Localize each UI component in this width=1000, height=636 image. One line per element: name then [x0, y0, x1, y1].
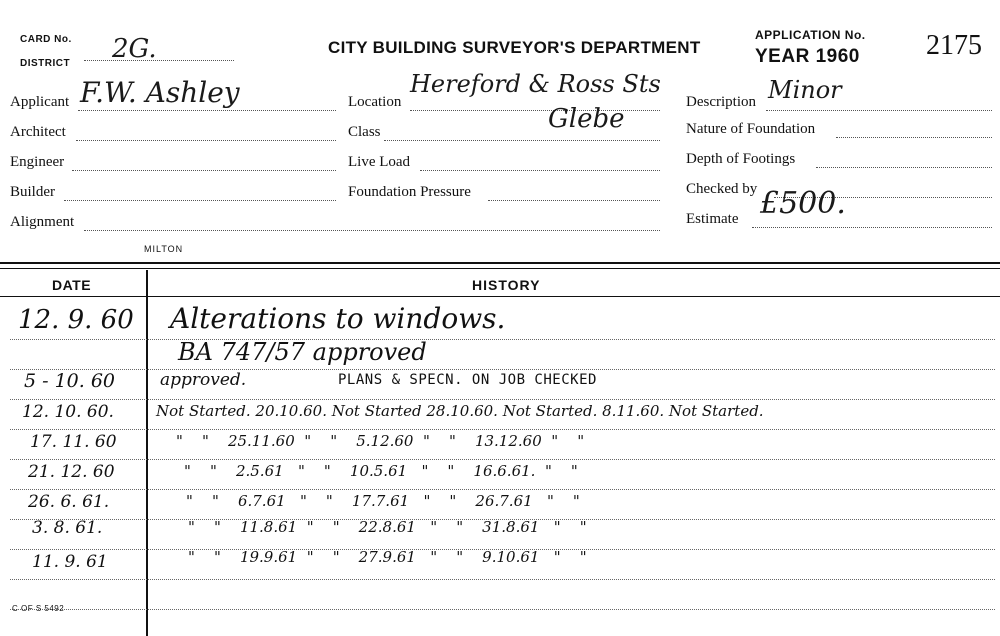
nature-foundation-label: Nature of Foundation — [686, 121, 816, 137]
description-label: Description — [686, 94, 756, 110]
row-line — [10, 609, 995, 610]
row-line — [10, 489, 995, 490]
engineer-label: Engineer — [10, 154, 65, 170]
card-no-label: CARD No. — [20, 34, 72, 45]
history-entry: Alterations to windows. — [170, 302, 506, 335]
applicant-label: Applicant — [10, 94, 70, 110]
builder-line — [64, 200, 336, 201]
district-label: DISTRICT — [20, 58, 71, 69]
description-value: Minor — [768, 76, 842, 104]
depth-footings-label: Depth of Footings — [686, 151, 796, 167]
history-date: 21. 12. 60 — [28, 462, 115, 482]
history-entry: approved. — [160, 370, 247, 390]
row-line — [10, 399, 995, 400]
class-line — [384, 140, 660, 141]
class-label: Class — [348, 124, 381, 140]
history-date: 26. 6. 61. — [28, 492, 110, 512]
milton-stamp: MILTON — [144, 244, 184, 254]
history-date: 11. 9. 61 — [32, 552, 108, 572]
applicant-value: F.W. Ashley — [80, 76, 240, 109]
location-value: Hereford & Ross Sts — [410, 70, 661, 98]
live-load-line — [420, 170, 660, 171]
department-title: CITY BUILDING SURVEYOR'S DEPARTMENT — [328, 38, 701, 57]
history-entry: " " 11.8.61 " " 22.8.61 " " 31.8.61 " " — [188, 518, 587, 536]
history-date: 12. 10. 60. — [22, 402, 114, 422]
history-date: 3. 8. 61. — [32, 518, 103, 538]
typed-note: PLANS & SPECN. ON JOB CHECKED — [338, 372, 597, 388]
checked-by-label: Checked by — [686, 181, 758, 197]
architect-label: Architect — [10, 124, 66, 140]
row-line — [10, 459, 995, 460]
foundation-pressure-label: Foundation Pressure — [348, 184, 471, 200]
history-date: 17. 11. 60 — [30, 432, 117, 452]
date-column-divider — [146, 270, 148, 636]
history-header: HISTORY — [472, 277, 541, 293]
history-entry: Not Started. 20.10.60. Not Started 28.10.60. Not Started. 8.11.60. Not Started. — [156, 402, 764, 420]
history-entry: " " 19.9.61 " " 27.9.61 " " 9.10.61 " " — [188, 548, 587, 566]
year-label: YEAR 1960 — [755, 46, 860, 67]
alignment-label: Alignment — [10, 214, 75, 230]
applicant-line — [78, 110, 336, 111]
card-no-value: 2G. — [112, 34, 157, 64]
estimate-value: £500. — [760, 186, 846, 221]
row-line — [10, 339, 995, 340]
row-line — [10, 429, 995, 430]
history-entry: " " 6.7.61 " " 17.7.61 " " 26.7.61 " " — [186, 492, 580, 510]
history-entry: " " 25.11.60 " " 5.12.60 " " 13.12.60 " " — [176, 432, 585, 450]
location-suburb: Glebe — [548, 104, 625, 134]
row-line — [10, 369, 995, 370]
application-number: 2175 — [926, 30, 982, 61]
history-date: 12. 9. 60 — [18, 305, 134, 335]
alignment-line — [84, 230, 660, 231]
depth-footings-line — [816, 167, 992, 168]
live-load-label: Live Load — [348, 154, 411, 170]
estimate-line — [752, 227, 992, 228]
row-line — [10, 579, 995, 580]
application-label: APPLICATION No. — [755, 28, 866, 42]
form-code: C OF S 5492 — [12, 604, 65, 613]
history-entry: BA 747/57 approved — [178, 338, 427, 366]
location-label: Location — [348, 94, 402, 110]
history-date: 5 - 10. 60 — [24, 370, 116, 392]
estimate-label: Estimate — [686, 211, 739, 227]
architect-line — [76, 140, 336, 141]
nature-foundation-line — [836, 137, 992, 138]
history-top-rule-2 — [0, 268, 1000, 269]
card-no-line — [84, 60, 234, 61]
foundation-pressure-line — [488, 200, 660, 201]
history-top-rule — [0, 262, 1000, 264]
history-header-rule — [0, 296, 1000, 297]
builder-label: Builder — [10, 184, 55, 200]
history-entry: " " 2.5.61 " " 10.5.61 " " 16.6.61. " " — [184, 462, 578, 480]
engineer-line — [72, 170, 336, 171]
description-line — [766, 110, 992, 111]
date-header: DATE — [52, 277, 92, 293]
